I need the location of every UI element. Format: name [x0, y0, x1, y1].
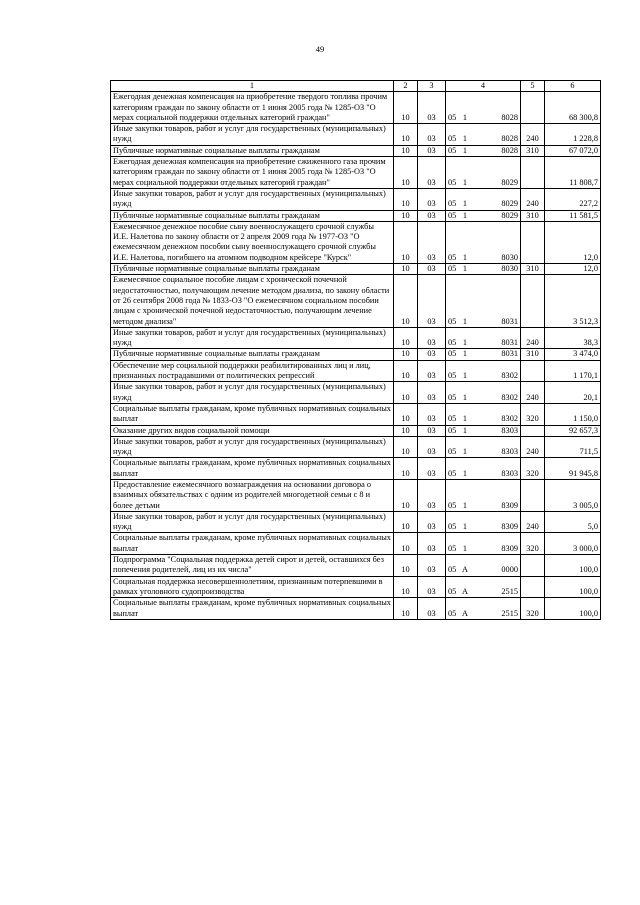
row-program: [446, 221, 521, 263]
row-program: [446, 360, 521, 382]
row-program-part: 1: [462, 316, 468, 326]
row-sum: 12,0: [545, 264, 601, 275]
row-pr: 03: [418, 275, 446, 327]
row-program-part: 1: [462, 500, 468, 510]
row-program-part: 8029: [501, 177, 518, 187]
row-sum: 1 170,1: [545, 360, 601, 382]
table-row: [111, 264, 601, 275]
table-row: [111, 382, 601, 404]
row-pr: 03: [418, 145, 446, 156]
table-row: [111, 349, 601, 360]
row-program: [446, 533, 521, 555]
row-program-part: 05: [448, 134, 457, 144]
row-program-part: 05: [448, 210, 457, 220]
row-program: [446, 210, 521, 221]
row-program: [446, 92, 521, 124]
table-row: [111, 157, 601, 189]
row-program-part: А: [462, 586, 468, 596]
row-program-part: 8303: [501, 447, 518, 457]
row-pr: 03: [418, 349, 446, 360]
row-vr: 240: [521, 382, 545, 404]
row-name: Иные закупки товаров, работ и услуг для государственных (муниципальных) нужд: [111, 327, 394, 349]
row-rz: 10: [394, 124, 418, 146]
table-row: [111, 555, 601, 577]
row-program-part: 1: [462, 112, 468, 122]
row-vr: [521, 425, 545, 436]
row-pr: 03: [418, 533, 446, 555]
table-row: [111, 511, 601, 533]
row-vr: [521, 157, 545, 189]
row-rz: 10: [394, 349, 418, 360]
row-program-part: 8028: [501, 145, 518, 155]
row-program-part: 1: [462, 199, 468, 209]
row-program-part: А: [462, 608, 468, 618]
table-row: [111, 533, 601, 555]
header-cell: 3: [418, 81, 446, 92]
row-program-part: 1: [462, 338, 468, 348]
row-sum: 1 228,8: [545, 124, 601, 146]
row-sum: 100,0: [545, 555, 601, 577]
row-program-part: 8028: [501, 112, 518, 122]
row-name: Подпрограмма "Социальная поддержка детей сирот и детей, оставшихся без попечения родителей, лиц из их числа": [111, 555, 394, 577]
row-name: Иные закупки товаров, работ и услуг для государственных (муниципальных) нужд: [111, 382, 394, 404]
row-program: [446, 382, 521, 404]
page-number: 49: [315, 44, 325, 54]
row-pr: 03: [418, 458, 446, 480]
table-row: [111, 221, 601, 263]
row-pr: 03: [418, 576, 446, 598]
row-name: Предоставление ежемесячного вознаграждения на основании договора о взаимных обязательствах с одним из родителей многодетной семьи с 8 и более детьми: [111, 479, 394, 511]
row-sum: 1 150,0: [545, 403, 601, 425]
row-program: [446, 425, 521, 436]
row-program-part: 05: [448, 447, 457, 457]
row-program-part: 1: [462, 349, 468, 359]
row-vr: [521, 221, 545, 263]
table-row: [111, 92, 601, 124]
table-row: [111, 360, 601, 382]
row-name: Публичные нормативные социальные выплаты гражданам: [111, 210, 394, 221]
row-program-part: 05: [448, 371, 457, 381]
row-program-part: 1: [462, 447, 468, 457]
table-row: [111, 145, 601, 156]
row-program-part: 1: [462, 371, 468, 381]
row-program-part: 1: [462, 210, 468, 220]
table-row: [111, 275, 601, 327]
row-program-part: 8029: [501, 199, 518, 209]
row-program-part: 1: [462, 425, 468, 435]
row-name: Ежегодная денежная компенсация на приобретение твердого топлива прочим категориям граждан по закону области от 1 июня 2005 года № 1285-ОЗ "О мерах социальной поддержки отдельных категорий граждан": [111, 92, 394, 124]
row-sum: 3 512,3: [545, 275, 601, 327]
row-pr: 03: [418, 425, 446, 436]
row-name: Публичные нормативные социальные выплаты гражданам: [111, 145, 394, 156]
row-pr: 03: [418, 157, 446, 189]
row-name: Иные закупки товаров, работ и услуг для государственных (муниципальных) нужд: [111, 124, 394, 146]
row-program-part: 8303: [501, 425, 518, 435]
row-vr: 320: [521, 458, 545, 480]
row-program-part: 0000: [501, 565, 518, 575]
row-rz: 10: [394, 458, 418, 480]
row-program-part: 1: [462, 414, 468, 424]
row-rz: 10: [394, 403, 418, 425]
row-vr: [521, 555, 545, 577]
row-name: Ежемесячное денежное пособие сыну военнослужащего срочной службы И.Е. Налетова по закону области от 2 апреля 2009 года № 1977-ОЗ "О ежемесячном денежном пособии сыну военнослужащего срочной службы И.Е. Налетова, погибшего на атомном подводном крейсере "Курск": [111, 221, 394, 263]
row-program-part: 05: [448, 586, 457, 596]
row-vr: 240: [521, 327, 545, 349]
row-rz: 10: [394, 145, 418, 156]
row-pr: 03: [418, 124, 446, 146]
row-program-part: 05: [448, 252, 457, 262]
row-pr: 03: [418, 479, 446, 511]
row-program-part: 05: [448, 316, 457, 326]
row-program-part: 05: [448, 177, 457, 187]
row-pr: 03: [418, 264, 446, 275]
row-name: Иные закупки товаров, работ и услуг для государственных (муниципальных) нужд: [111, 188, 394, 210]
row-rz: 10: [394, 360, 418, 382]
row-rz: 10: [394, 275, 418, 327]
row-sum: 11 581,5: [545, 210, 601, 221]
row-rz: 10: [394, 157, 418, 189]
row-program-part: 05: [448, 392, 457, 402]
row-vr: 240: [521, 511, 545, 533]
row-program-part: 8302: [501, 371, 518, 381]
row-program: [446, 145, 521, 156]
table-row: [111, 327, 601, 349]
row-pr: 03: [418, 327, 446, 349]
row-program: [446, 275, 521, 327]
row-program-part: 1: [462, 468, 468, 478]
row-program: [446, 576, 521, 598]
row-pr: 03: [418, 92, 446, 124]
header-cell: 1: [111, 81, 394, 92]
row-program-part: 8309: [501, 522, 518, 532]
row-program-part: 05: [448, 543, 457, 553]
header-cell: 6: [545, 81, 601, 92]
row-program-part: 05: [448, 199, 457, 209]
row-program-part: 8309: [501, 543, 518, 553]
header-cell: 5: [521, 81, 545, 92]
row-vr: 310: [521, 349, 545, 360]
row-rz: 10: [394, 555, 418, 577]
row-sum: 3 000,0: [545, 533, 601, 555]
row-vr: [521, 576, 545, 598]
row-pr: 03: [418, 221, 446, 263]
row-name: Социальные выплаты гражданам, кроме публичных нормативных социальных выплат: [111, 533, 394, 555]
row-vr: [521, 275, 545, 327]
row-pr: 03: [418, 403, 446, 425]
row-sum: 67 072,0: [545, 145, 601, 156]
row-sum: 3 474,0: [545, 349, 601, 360]
row-program: [446, 511, 521, 533]
row-vr: 240: [521, 124, 545, 146]
row-program-part: 1: [462, 543, 468, 553]
table-row: [111, 403, 601, 425]
row-pr: 03: [418, 382, 446, 404]
row-name: Социальные выплаты гражданам, кроме публичных нормативных социальных выплат: [111, 598, 394, 620]
row-vr: 320: [521, 533, 545, 555]
row-sum: 711,5: [545, 436, 601, 458]
row-program-part: 8030: [501, 252, 518, 262]
row-rz: 10: [394, 188, 418, 210]
table-row: [111, 436, 601, 458]
row-program-part: 1: [462, 177, 468, 187]
row-pr: 03: [418, 436, 446, 458]
row-sum: 11 808,7: [545, 157, 601, 189]
row-pr: 03: [418, 598, 446, 620]
row-sum: 38,3: [545, 327, 601, 349]
row-sum: 227,2: [545, 188, 601, 210]
row-rz: 10: [394, 479, 418, 511]
row-program: [446, 327, 521, 349]
row-rz: 10: [394, 327, 418, 349]
row-program: [446, 403, 521, 425]
row-program-part: 1: [462, 264, 468, 274]
row-program-part: 8031: [501, 316, 518, 326]
table-row: [111, 576, 601, 598]
row-sum: 20,1: [545, 382, 601, 404]
row-name: Публичные нормативные социальные выплаты гражданам: [111, 264, 394, 275]
table-row: [111, 124, 601, 146]
row-pr: 03: [418, 511, 446, 533]
row-vr: 240: [521, 436, 545, 458]
table-row: [111, 598, 601, 620]
row-pr: 03: [418, 210, 446, 221]
row-sum: 3 005,0: [545, 479, 601, 511]
row-name: Обеспечение мер социальной поддержки реабилитированных лиц и лиц, признанных пострадавшими от политических репрессий: [111, 360, 394, 382]
row-program: [446, 349, 521, 360]
row-program-part: 05: [448, 338, 457, 348]
row-program-part: 05: [448, 608, 457, 618]
row-program-part: 8302: [501, 392, 518, 402]
header-cell: 4: [446, 81, 521, 92]
row-program-part: 05: [448, 500, 457, 510]
row-vr: [521, 479, 545, 511]
row-name: Ежегодная денежная компенсация на приобретение сжиженного газа прочим категориям граждан по закону области от 1 июня 2005 года № 1285-ОЗ "О мерах социальной поддержки отдельных категорий граждан": [111, 157, 394, 189]
row-pr: 03: [418, 188, 446, 210]
row-program: [446, 598, 521, 620]
row-program: [446, 458, 521, 480]
row-program-part: 05: [448, 112, 457, 122]
row-program-part: 8309: [501, 500, 518, 510]
row-program: [446, 124, 521, 146]
row-name: Социальная поддержка несовершеннолетним, признанным потерпевшими в рамках уголовного судопроизводства: [111, 576, 394, 598]
table-row: [111, 188, 601, 210]
row-rz: 10: [394, 436, 418, 458]
row-name: Ежемесячное социальное пособие лицам с хронической почечной недостаточностью, получающим лечение методом диализа, по закону области от 26 сентября 2008 года № 1833-ОЗ "О ежемесячном социальном пособии лицам с хронической почечной недостаточностью, получающим лечение методом диализа": [111, 275, 394, 327]
row-rz: 10: [394, 221, 418, 263]
row-program-part: 1: [462, 252, 468, 262]
row-rz: 10: [394, 92, 418, 124]
row-program: [446, 188, 521, 210]
row-program-part: А: [462, 565, 468, 575]
row-sum: 5,0: [545, 511, 601, 533]
row-program-part: 1: [462, 392, 468, 402]
row-program-part: 05: [448, 264, 457, 274]
row-program: [446, 157, 521, 189]
row-rz: 10: [394, 576, 418, 598]
row-program-part: 8030: [501, 264, 518, 274]
row-program-part: 8029: [501, 210, 518, 220]
row-sum: 68 300,8: [545, 92, 601, 124]
header-cell: 2: [394, 81, 418, 92]
row-rz: 10: [394, 264, 418, 275]
row-program-part: 05: [448, 349, 457, 359]
row-program-part: 2515: [501, 586, 518, 596]
row-program-part: 05: [448, 425, 457, 435]
table-row: [111, 479, 601, 511]
table-row: [111, 425, 601, 436]
row-rz: 10: [394, 382, 418, 404]
row-sum: 92 657,3: [545, 425, 601, 436]
row-vr: 310: [521, 210, 545, 221]
row-program: [446, 264, 521, 275]
row-program-part: 05: [448, 414, 457, 424]
row-program-part: 05: [448, 522, 457, 532]
row-name: Социальные выплаты гражданам, кроме публичных нормативных социальных выплат: [111, 403, 394, 425]
row-rz: 10: [394, 533, 418, 555]
row-name: Иные закупки товаров, работ и услуг для государственных (муниципальных) нужд: [111, 511, 394, 533]
row-name: Оказание других видов социальной помощи: [111, 425, 394, 436]
row-rz: 10: [394, 511, 418, 533]
row-rz: 10: [394, 210, 418, 221]
table-header-row: [111, 81, 601, 92]
row-program-part: 8302: [501, 414, 518, 424]
row-vr: 320: [521, 598, 545, 620]
row-program: [446, 436, 521, 458]
row-rz: 10: [394, 598, 418, 620]
row-vr: 240: [521, 188, 545, 210]
row-sum: 12,0: [545, 221, 601, 263]
row-program: [446, 479, 521, 511]
row-program-part: 8303: [501, 468, 518, 478]
row-program-part: 1: [462, 522, 468, 532]
row-program-part: 1: [462, 134, 468, 144]
row-name: Социальные выплаты гражданам, кроме публичных нормативных социальных выплат: [111, 458, 394, 480]
row-program-part: 1: [462, 145, 468, 155]
row-name: Иные закупки товаров, работ и услуг для государственных (муниципальных) нужд: [111, 436, 394, 458]
row-program-part: 05: [448, 565, 457, 575]
row-program: [446, 555, 521, 577]
row-program-part: 8031: [501, 349, 518, 359]
table-row: [111, 458, 601, 480]
row-vr: [521, 92, 545, 124]
row-pr: 03: [418, 360, 446, 382]
row-program-part: 8028: [501, 134, 518, 144]
budget-table: [110, 80, 601, 620]
row-program-part: 8031: [501, 338, 518, 348]
row-sum: 100,0: [545, 598, 601, 620]
row-vr: 320: [521, 403, 545, 425]
row-vr: 310: [521, 264, 545, 275]
row-pr: 03: [418, 555, 446, 577]
row-sum: 100,0: [545, 576, 601, 598]
row-program-part: 05: [448, 145, 457, 155]
row-rz: 10: [394, 425, 418, 436]
table-row: [111, 210, 601, 221]
row-program-part: 05: [448, 468, 457, 478]
row-vr: 310: [521, 145, 545, 156]
row-sum: 91 945,8: [545, 458, 601, 480]
row-program-part: 2515: [501, 608, 518, 618]
row-vr: [521, 360, 545, 382]
row-name: Публичные нормативные социальные выплаты гражданам: [111, 349, 394, 360]
